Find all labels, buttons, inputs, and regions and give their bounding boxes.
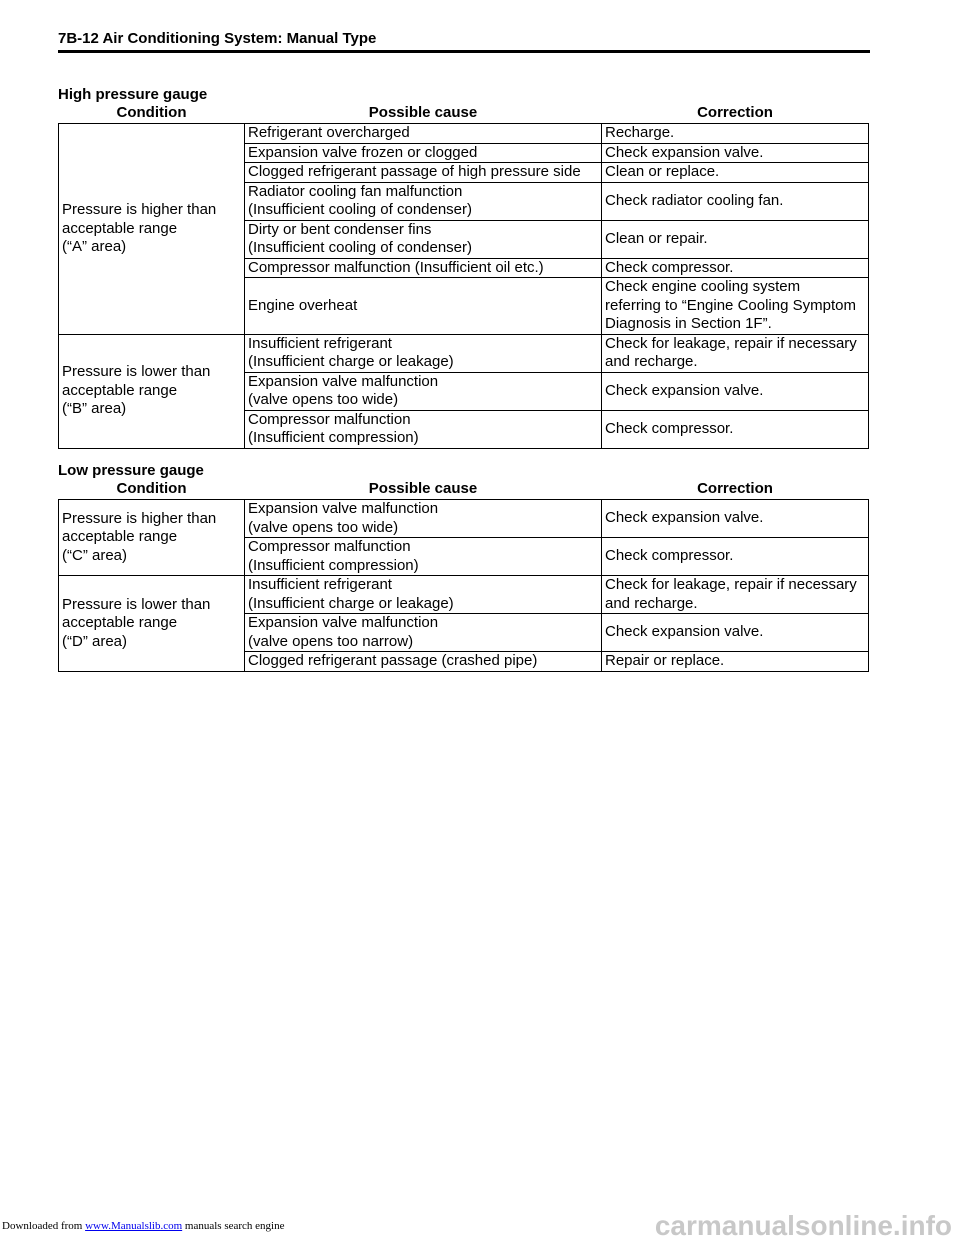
cause-cell — [245, 124, 602, 144]
condition-cell-line: Pressure is higher than — [62, 509, 217, 527]
download-footer — [2, 1220, 284, 1232]
correction-cell — [602, 576, 869, 614]
cause-cell — [245, 220, 602, 258]
condition-cell — [59, 576, 245, 672]
cause-cell — [245, 372, 602, 410]
cause-cell-line: Compressor malfunction — [248, 538, 411, 555]
cause-column-header: Possible cause — [368, 104, 478, 122]
cause-cell-line: Compressor malfunction — [248, 410, 411, 428]
correction-cell-line: Check expansion valve. — [605, 509, 764, 527]
correction-cell — [602, 500, 869, 538]
cause-cell — [245, 652, 602, 672]
correction-cell — [602, 614, 869, 652]
cause-cell — [245, 410, 602, 448]
site-watermark: carmanualsonline.info — [654, 1210, 952, 1241]
condition-cell-line: Pressure is higher than — [62, 201, 217, 218]
high-pressure-section-title: High pressure gauge — [58, 86, 208, 103]
correction-cell-line: Check for leakage, repair if necessary — [605, 576, 857, 593]
condition-cell-line: (“D” area) — [62, 632, 128, 650]
cause-cell-line: Dirty or bent condenser fins — [248, 220, 432, 238]
cause-cell-line: Expansion valve malfunction — [248, 500, 439, 517]
cause-cell-line: (Insufficient compression) — [248, 556, 419, 574]
condition-column-header: Condition — [116, 104, 187, 122]
footer-prefix: Downloaded from — [2, 1220, 86, 1232]
cause-cell — [245, 614, 602, 652]
correction-cell-line: Clean or replace. — [605, 163, 720, 180]
cause-cell-line: Insufficient refrigerant — [248, 334, 392, 352]
table-header-row — [59, 104, 869, 124]
cause-cell-line: (Insufficient cooling of condenser) — [248, 201, 473, 218]
correction-cell-line: Check expansion valve. — [605, 623, 764, 641]
low-pressure-table — [58, 480, 869, 672]
correction-cell-line: Clean or repair. — [605, 229, 708, 247]
correction-cell-line: and recharge. — [605, 353, 698, 370]
high-pressure-table — [58, 104, 869, 449]
cause-cell — [245, 334, 602, 372]
footer-suffix: manuals search engine — [182, 1220, 285, 1232]
correction-cell-line: Check engine cooling system — [605, 278, 801, 295]
table-row — [59, 334, 869, 372]
correction-cell-line: Repair or replace. — [605, 652, 725, 669]
cause-cell-line: Compressor malfunction (Insufficient oil etc.) — [248, 258, 544, 276]
condition-cell-line: acceptable range — [62, 219, 178, 237]
correction-cell-line: Check for leakage, repair if necessary — [605, 334, 857, 352]
correction-cell-line: Diagnosis in Section 1F”. — [605, 315, 772, 332]
correction-cell — [602, 182, 869, 220]
condition-cell — [59, 124, 245, 335]
cause-cell-line: (Insufficient compression) — [248, 429, 419, 446]
correction-cell — [602, 258, 869, 278]
manualslib-link[interactable]: www.Manualslib.com — [85, 1220, 183, 1232]
cause-cell — [245, 163, 602, 183]
correction-cell — [602, 143, 869, 163]
cause-cell — [245, 538, 602, 576]
condition-cell-line: acceptable range — [62, 614, 178, 631]
table-row — [59, 576, 869, 614]
correction-column-header: Correction — [697, 104, 773, 122]
cause-cell-line: Refrigerant overcharged — [248, 124, 410, 141]
condition-column-header: Condition — [116, 480, 187, 498]
cause-cell-line: (valve opens too narrow) — [248, 632, 414, 650]
cause-cell-line: Engine overheat — [248, 296, 358, 314]
correction-cell — [602, 163, 869, 183]
correction-cell-line: Check compressor. — [605, 547, 734, 565]
low-pressure-table-body — [59, 500, 869, 672]
correction-cell — [602, 372, 869, 410]
cause-cell-line: (Insufficient charge or leakage) — [248, 594, 454, 612]
table-row — [59, 124, 869, 144]
cause-cell — [245, 500, 602, 538]
correction-cell-line: Check radiator cooling fan. — [605, 191, 784, 209]
low-pressure-section-title: Low pressure gauge — [58, 462, 204, 479]
cause-cell-line: Expansion valve malfunction — [248, 372, 439, 390]
correction-cell — [602, 334, 869, 372]
condition-cell-line: (“B” area) — [62, 400, 127, 418]
condition-cell-line: acceptable range — [62, 381, 178, 399]
table-header-row — [59, 480, 869, 500]
correction-cell-line: Check expansion valve. — [605, 143, 764, 161]
cause-cell — [245, 278, 602, 335]
correction-cell — [602, 652, 869, 672]
correction-cell — [602, 278, 869, 335]
cause-cell-line: (valve opens too wide) — [248, 391, 399, 408]
correction-column-header: Correction — [697, 480, 773, 498]
correction-cell-line: and recharge. — [605, 594, 698, 612]
cause-cell-line: Insufficient refrigerant — [248, 576, 392, 593]
table-row — [59, 500, 869, 538]
cause-cell-line: Clogged refrigerant passage of high pressure side — [248, 163, 581, 180]
correction-cell — [602, 124, 869, 144]
correction-cell — [602, 410, 869, 448]
correction-cell-line: Check compressor. — [605, 419, 734, 437]
cause-cell-line: (Insufficient charge or leakage) — [248, 353, 454, 370]
high-pressure-table-body — [59, 124, 869, 449]
cause-cell-line: (Insufficient cooling of condenser) — [248, 239, 473, 256]
condition-cell-line: Pressure is lower than — [62, 595, 211, 613]
condition-cell-line: (“A” area) — [62, 238, 127, 255]
cause-cell-line: Expansion valve malfunction — [248, 614, 439, 631]
correction-cell — [602, 538, 869, 576]
correction-cell-line: Recharge. — [605, 124, 675, 141]
cause-cell-line: Radiator cooling fan malfunction — [248, 182, 463, 200]
cause-cell — [245, 182, 602, 220]
cause-column-header: Possible cause — [368, 480, 478, 498]
correction-cell — [602, 220, 869, 258]
condition-cell-line: Pressure is lower than — [62, 363, 211, 381]
cause-cell — [245, 576, 602, 614]
correction-cell-line: Check compressor. — [605, 258, 734, 276]
cause-cell — [245, 143, 602, 163]
correction-cell-line: Check expansion valve. — [605, 381, 764, 399]
condition-cell — [59, 334, 245, 448]
header-rule — [58, 50, 870, 53]
condition-cell-line: (“C” area) — [62, 546, 128, 564]
correction-cell-line: referring to “Engine Cooling Symptom — [605, 296, 856, 314]
page-header-title: 7B-12 Air Conditioning System: Manual Type — [58, 30, 377, 47]
cause-cell-line: (valve opens too wide) — [248, 518, 399, 536]
condition-cell — [59, 500, 245, 576]
condition-cell-line: acceptable range — [62, 528, 178, 546]
cause-cell — [245, 258, 602, 278]
cause-cell-line: Expansion valve frozen or clogged — [248, 143, 478, 161]
cause-cell-line: Clogged refrigerant passage (crashed pipe) — [248, 652, 538, 669]
